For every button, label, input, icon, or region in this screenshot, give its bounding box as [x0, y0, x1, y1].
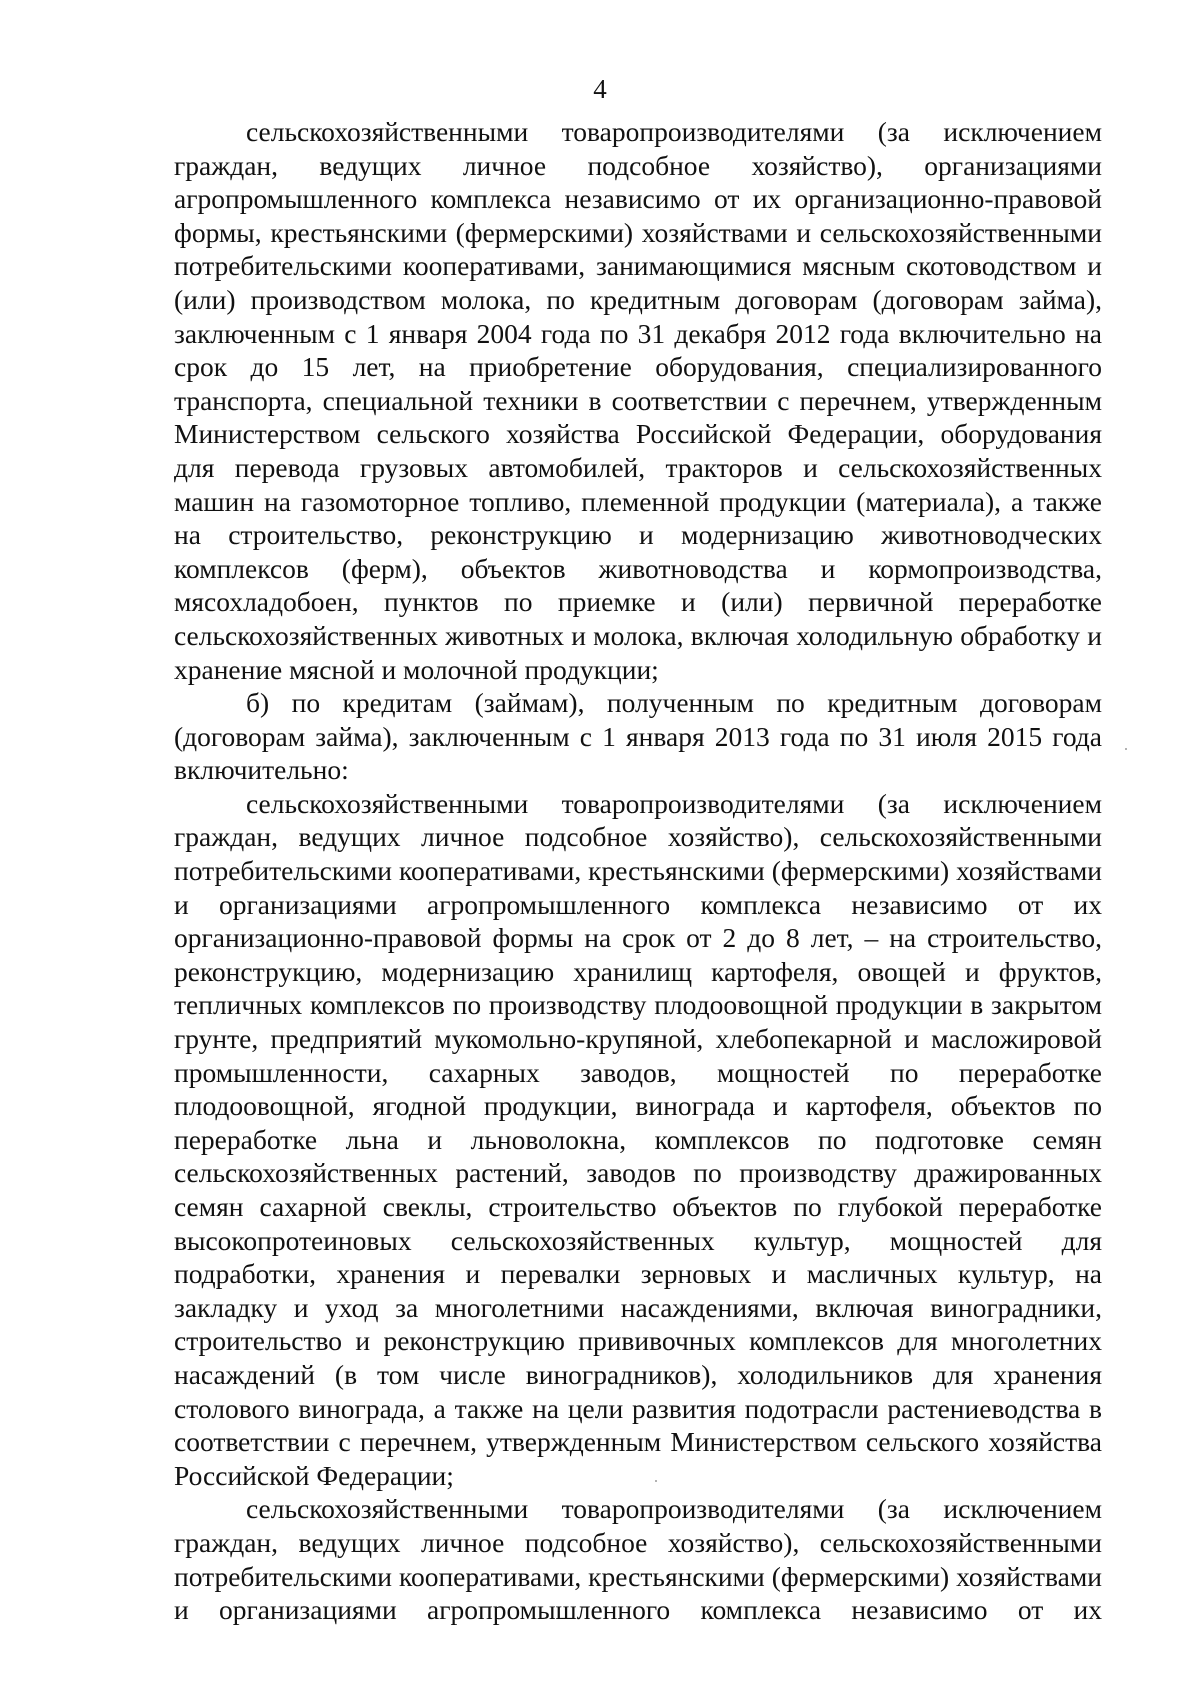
- scan-speck: [655, 1480, 657, 1482]
- scan-speck: [1125, 748, 1127, 750]
- document-body: [174, 115, 1102, 1627]
- paragraph-item-b: б) по кредитам (займам), полученным по кредитным договорам (договорам займа), заключенным с 1 января 2013 года по 31 июля 2015 года включительно:: [174, 687, 1102, 786]
- paragraph-continuation: сельскохозяйственными товаропроизводителями (за исключением граждан, ведущих личное подсобное хозяйство), организациями агропромышленного комплекса независимо от их организационно-правовой формы, крестьянскими (фермерскими) хозяйствами и сельскохозяйственными потребительскими кооперативами, занимающимися мясным скотоводством и (или) производством молока, по кредитным договорам (договорам займа), заключенным с 1 января 2004 года по 31 декабря 2012 года включительно на срок до 15 лет, на приобретение оборудования, специализированного транспорта, специальной техники в соответствии с перечнем, утвержденным Министерством сельского хозяйства Российской Федерации, оборудования для перевода грузовых автомобилей, тракторов и сельскохозяйственных машин на газомоторное топливо, племенной продукции (материала), а также на строительство, реконструкцию и модернизацию животноводческих комплексов (ферм), объектов животноводства и кормопроизводства, мясохладобоен, пунктов по приемке и (или) первичной переработке сельскохозяйственных животных и молока, включая холодильную обработку и хранение мясной и молочной продукции;: [174, 116, 1102, 685]
- paragraph-subitem-truncated: сельскохозяйственными товаропроизводителями (за исключением граждан, ведущих личное подсобное хозяйство), сельскохозяйственными потребительскими кооперативами, крестьянскими (фермерскими) хозяйствами и организациями агропромышленного комплекса независимо от их: [174, 1493, 1102, 1626]
- paragraph-subitem: сельскохозяйственными товаропроизводителями (за исключением граждан, ведущих личное подсобное хозяйство), сельскохозяйственными потребительскими кооперативами, крестьянскими (фермерскими) хозяйствами и организациями агропромышленного комплекса независимо от их организационно-правовой формы на срок от 2 до 8 лет, – на строительство, реконструкцию, модернизацию хранилищ картофеля, овощей и фруктов, тепличных комплексов по производству плодоовощной продукции в закрытом грунте, предприятий мукомольно-крупяной, хлебопекарной и масложировой промышленности, сахарных заводов, мощностей по переработке плодоовощной, ягодной продукции, винограда и картофеля, объектов по переработке льна и льноволокна, комплексов по подготовке семян сельскохозяйственных растений, заводов по производству дражированных семян сахарной свеклы, строительство объектов по глубокой переработке высокопротеиновых сельскохозяйственных культур, мощностей для подработки, хранения и перевалки зерновых и масличных культур, на закладку и уход за многолетними насаждениями, включая виноградники, строительство и реконструкцию прививочных комплексов для многолетних насаждений (в том числе виноградников), холодильников для хранения столового винограда, а также на цели развития подотрасли растениеводства в соответствии с перечнем, утвержденным Министерством сельского хозяйства Российской Федерации;: [174, 787, 1102, 1491]
- page-number: 4: [593, 74, 607, 104]
